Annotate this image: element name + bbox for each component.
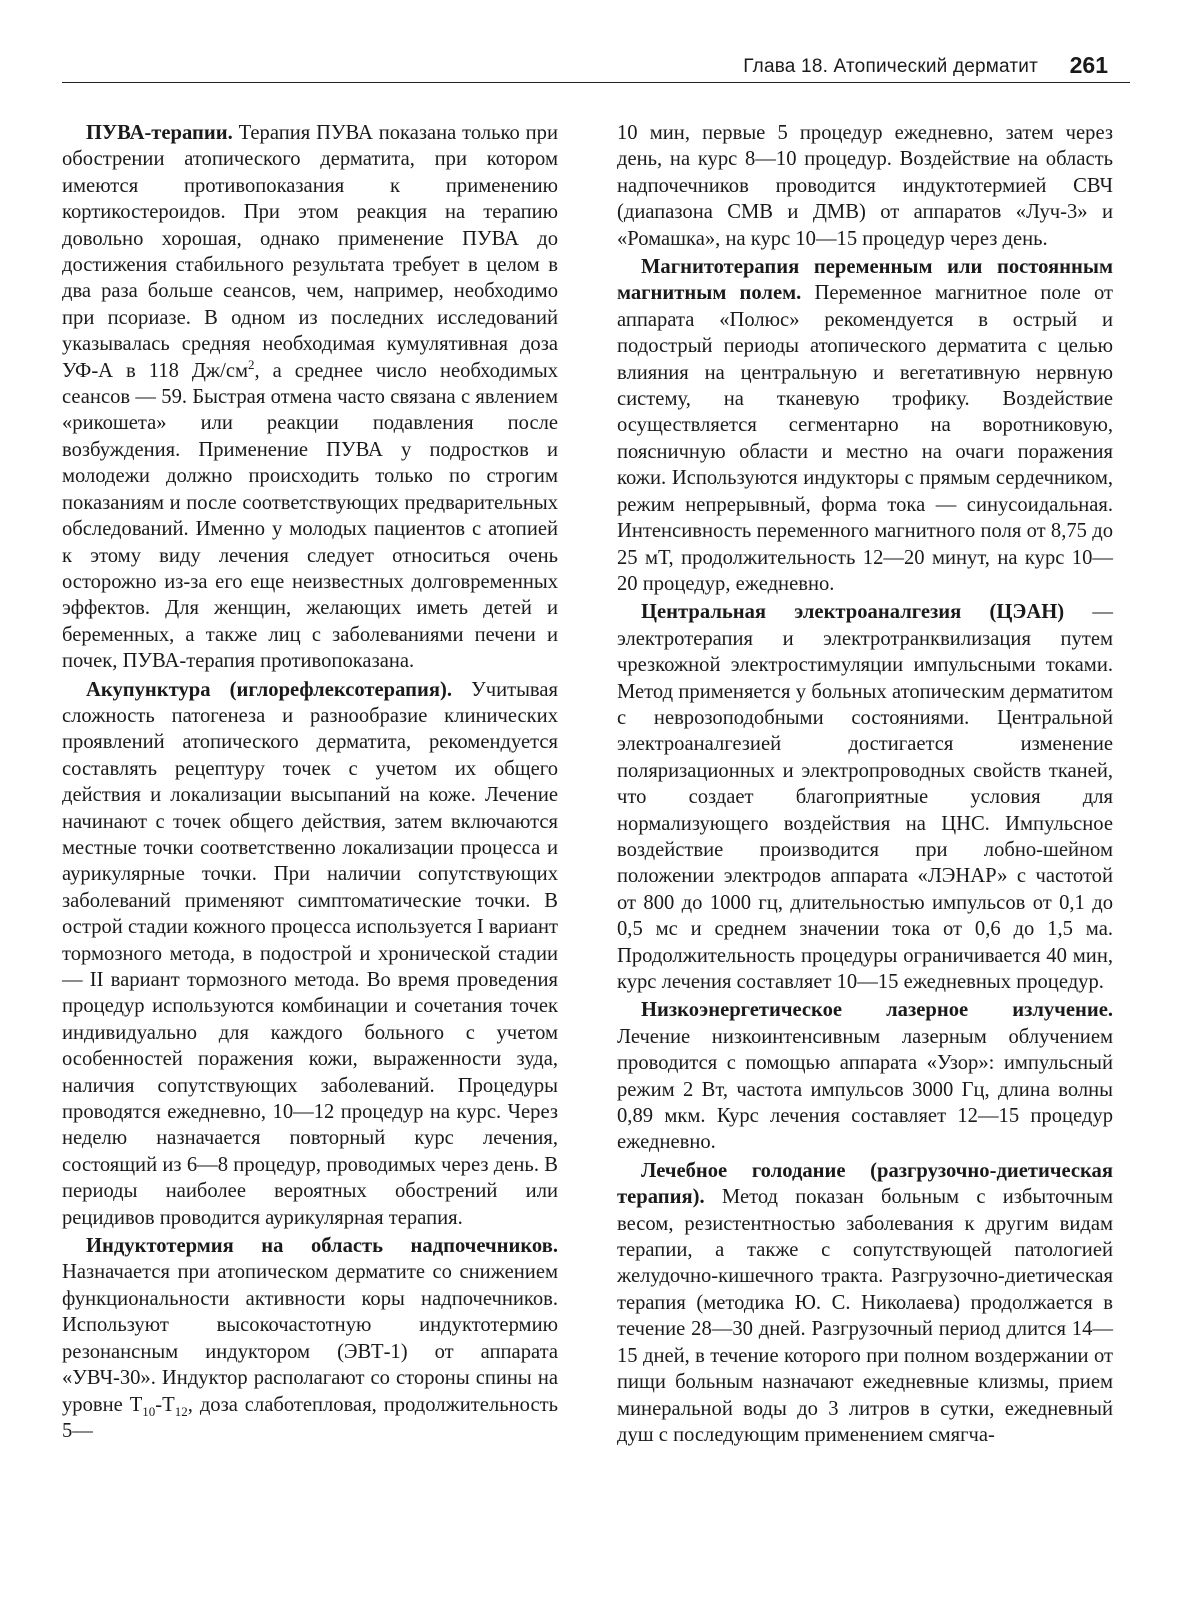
page-header xyxy=(62,52,1130,83)
paragraph-text: 10 мин, первые 5 процедур ежедневно, затем через день, на курс 8—10 процедур. Воздействие на область надпочечников проводится индуктотермией СВЧ (диапазона СМВ и ДМВ) от аппаратов «Луч-3» и «Ромашка», на курс 10—15 процедур через день. xyxy=(617,122,1113,250)
paragraph-text: -T xyxy=(155,1393,175,1416)
paragraph-puva xyxy=(62,120,558,675)
superscript: 2 xyxy=(248,356,255,372)
paragraph-text: Терапия ПУВА показана только при обострении атопического дерматита, при котором имеются противопоказания к применению кортикостероидов. При этом реакция на терапию довольно хорошая, однако применение ПУВА до достижения стабильного результата требует в целом в два раза больше сеансов, чем, например, необходимо при псориазе. В одном из последних исследований указывалась средняя необходимая кумулятивная доза УФ-А в 118 Дж/см xyxy=(62,122,558,382)
paragraph-fasting xyxy=(617,1158,1113,1448)
paragraph-heading: Лечебное голодание (разгрузочно-диетическая терапия). xyxy=(617,1159,1113,1209)
paragraph-text: Учитывая сложность патогенеза и разнообразие клинических проявлений атопического дерматита, рекомендуется составлять рецептуру точек с учетом их общего действия и локализации высыпаний на коже. Лечение начинают с точек общего действия, затем включаются местные точки соответственно локализации процесса и аурикулярные точки. При наличии сопутствующих заболеваний применяют симптоматические точки. В острой стадии кожного процесса используется I вариант тормозного метода, в подострой и хронической стадии — II вариант тормозного метода. Во время проведения процедур используются комбинации и сочетания точек индивидуально для каждого больного с учетом особенностей поражения кожи, выраженности зуда, наличия сопутствующих заболеваний. Процедуры проводятся ежедневно, 10—12 процедур на курс. Через неделю назначается повторный курс лечения, состоящий из 6—8 процедур, проводимых через день. В периоды наиболее вероятных обострений или рецидивов проводится аурикулярная терапия. xyxy=(62,678,559,1229)
paragraph-text: — электротерапия и электротранквилизация путем чрезкожной электростимуляции импульсными токами. Метод применяется у больных атопическим дерматитом с неврозоподобными состояниями. Центральной электроаналгезией достигается изменение поляризационных и электропроводных свойств тканей, что создает благоприятные условия для нормализующего воздействия на ЦНС. Импульсное воздействие производится при лобно-шейном положении электродов аппарата «ЛЭНАР» с частотой от 800 до 1000 гц, длительностью импульсов от 0,1 до 0,5 мс и среднем значении тока от 0,6 до 1,5 ма. Продолжительность процедуры ограничивается 40 мин, курс лечения составляет 10—15 ежедневных процедур. xyxy=(617,601,1113,993)
paragraph-laser xyxy=(617,997,1113,1155)
paragraph-heading: Индуктотермия на область надпочечников. xyxy=(86,1235,558,1258)
paragraph-text: , а среднее число необходимых сеансов — 59. Быстрая отмена часто связана с явлением «рикошета» или реакции подавления после возбуждения. Применение ПУВА у подростков и молодежи должно происходить только по строгим показаниям и после соответствующих предварительных обследований. Именно у молодых пациентов с атопией к этому виду лечения следует относиться очень осторожно из-за его еще неизвестных долговременных эффектов. Для женщин, желающих иметь детей и беременных, а также лиц с заболеваниями печени и почек, ПУВА-терапия противопоказана. xyxy=(62,359,558,673)
paragraph-inductothermy xyxy=(62,1233,558,1444)
paragraph-text: Назначается при атопическом дерматите со снижением функциональности активности коры надпочечников. Используют высокочастотную индуктотермию резонансным индуктором (ЭВТ-1) от аппарата «УВЧ-30». Индуктор располагают со стороны спины на уровне T xyxy=(62,1261,558,1416)
paragraph-heading: Низкоэнергетическое лазерное излучение. xyxy=(641,999,1113,1022)
page-number: 261 xyxy=(1069,52,1108,78)
right-column xyxy=(617,120,1113,1450)
paragraph-heading: Центральная электроаналгезия (ЦЭАН) xyxy=(641,601,1065,624)
paragraph-magnetotherapy xyxy=(617,254,1113,597)
paragraph-text: Лечение низкоинтенсивным лазерным облучением проводится с помощью аппарата «Узор»: импульсный режим 2 Вт, частота импульсов 3000 Гц, длина волны 0,89 мкм. Курс лечения составляет 12—15 процедур ежедневно. xyxy=(617,1025,1113,1154)
paragraph-heading: Акупунктура (иглорефлексотерапия). xyxy=(86,678,452,701)
paragraph-acupuncture xyxy=(62,677,558,1232)
paragraph-text: Метод показан больным с избыточным весом, резистентностью заболевания к другим видам терапии, а также с сопутствующей патологией желудочно-кишечного тракта. Разгрузочно-диетическая терапия (методика Ю. С. Николаева) продолжается в течение 28—30 дней. Разгрузочный период длится 14—15 дней, в течение которого при полном воздержании от пищи больным назначают ежедневные клизмы, прием минеральной воды до 3 литров в сутки, ежедневный душ с последующим применением смягча- xyxy=(617,1186,1113,1446)
running-title: Глава 18. Атопический дерматит xyxy=(743,56,1038,77)
paragraph-heading: Магнитотерапия переменным или постоянным магнитным полем. xyxy=(617,256,1113,305)
subscript: 10 xyxy=(142,1403,156,1419)
paragraph-text: , доза слаботепловая, продолжительность 5— xyxy=(62,1393,558,1442)
subscript: 12 xyxy=(174,1403,188,1419)
paragraph-continuation xyxy=(617,120,1113,252)
paragraph-heading: ПУВА-терапии. xyxy=(86,122,233,144)
left-column xyxy=(62,120,558,1446)
paragraph-text: Переменное магнитное поле от аппарата «Полюс» рекомендуется в острый и подострый периоды атопического дерматита с целью влияния на центральную и вегетативную нервную систему, на тканевую трофику. Воздействие осуществляется сегментарно на воротниковую, поясничную области и местно на очаги поражения кожи. Используются индукторы с прямым сердечником, режим непрерывный, форма тока — синусоидальная. Интенсивность переменного магнитного поля от 8,75 до 25 мТ, продолжительность 12—20 минут, на курс 10—20 процедур, ежедневно. xyxy=(617,282,1113,595)
paragraph-electroanalgesia xyxy=(617,599,1113,995)
